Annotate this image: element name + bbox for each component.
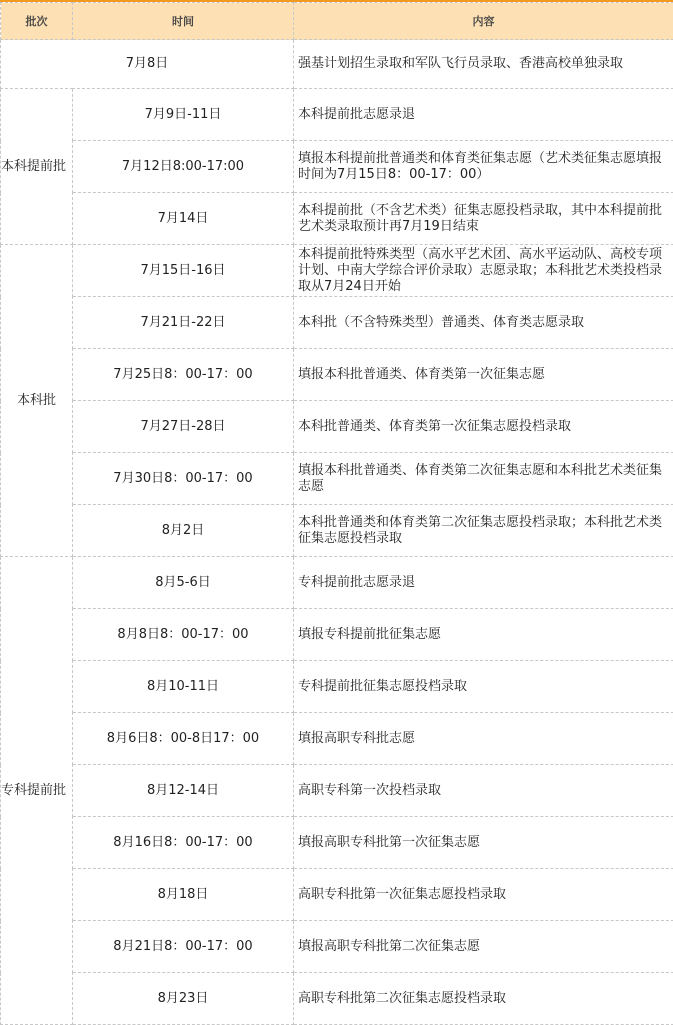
header-time: 时间 — [73, 3, 294, 40]
time-cell: 7月30日8：00-17：00 — [73, 453, 294, 505]
header-content: 内容 — [294, 3, 673, 40]
content-cell: 高职专科批第二次征集志愿投档录取 — [294, 973, 673, 1025]
content-cell: 高职专科批第一次征集志愿投档录取 — [294, 869, 673, 921]
time-cell: 8月12-14日 — [73, 765, 294, 817]
table-row — [1, 973, 673, 1025]
time-cell: 7月21日-22日 — [73, 297, 294, 349]
time-cell: 8月6日8：00-8日17：00 — [73, 713, 294, 765]
time-cell: 8月21日8：00-17：00 — [73, 921, 294, 973]
table-row — [1, 765, 673, 817]
table-row — [1, 505, 673, 557]
time-cell: 7月14日 — [73, 193, 294, 245]
content-cell: 本科提前批特殊类型（高水平艺术团、高水平运动队、高校专项计划、中南大学综合评价录取）志愿录取；本科批艺术类投档录取从7月24日开始 — [294, 245, 673, 297]
table-row — [1, 141, 673, 193]
table-row — [1, 921, 673, 973]
time-cell: 8月23日 — [73, 973, 294, 1025]
header-batch: 批次 — [1, 3, 73, 40]
table-row — [1, 817, 673, 869]
content-cell: 本科提前批（不含艺术类）征集志愿投档录取，其中本科提前批艺术类录取预计再7月19日结束 — [294, 193, 673, 245]
table-row — [1, 297, 673, 349]
header-row — [1, 3, 673, 40]
content-cell: 专科提前批志愿录退 — [294, 557, 673, 609]
time-cell: 7月9日-11日 — [73, 89, 294, 141]
table-row — [1, 193, 673, 245]
time-cell: 7月12日8:00-17:00 — [73, 141, 294, 193]
time-cell: 8月8日8：00-17：00 — [73, 609, 294, 661]
content-cell: 本科批（不含特殊类型）普通类、体育类志愿录取 — [294, 297, 673, 349]
content-cell: 填报高职专科批第二次征集志愿 — [294, 921, 673, 973]
table-row — [1, 661, 673, 713]
table-row — [1, 89, 673, 141]
batch-cell: 本科提前批 — [1, 89, 73, 245]
table-row — [1, 713, 673, 765]
time-cell: 8月2日 — [73, 505, 294, 557]
content-cell: 本科提前批志愿录退 — [294, 89, 673, 141]
content-cell: 高职专科第一次投档录取 — [294, 765, 673, 817]
admission-schedule-table — [0, 2, 673, 1025]
content-cell: 填报本科批普通类、体育类第一次征集志愿 — [294, 349, 673, 401]
table-row — [1, 869, 673, 921]
batch-cell: 专科提前批 — [1, 557, 73, 1025]
table-row — [1, 401, 673, 453]
time-cell: 8月5-6日 — [73, 557, 294, 609]
table-row — [1, 349, 673, 401]
content-cell: 强基计划招生录取和军队飞行员录取、香港高校单独录取 — [294, 40, 673, 89]
content-cell: 专科提前批征集志愿投档录取 — [294, 661, 673, 713]
time-cell: 7月15日-16日 — [73, 245, 294, 297]
time-cell: 7月27日-28日 — [73, 401, 294, 453]
time-cell: 8月10-11日 — [73, 661, 294, 713]
batch-cell: 本科批 — [1, 245, 73, 557]
time-cell: 7月8日 — [1, 40, 294, 89]
content-cell: 填报专科提前批征集志愿 — [294, 609, 673, 661]
content-cell: 填报本科提前批普通类和体育类征集志愿（艺术类征集志愿填报时间为7月15日8：00-17：00） — [294, 141, 673, 193]
content-cell: 本科批普通类和体育类第二次征集志愿投档录取；本科批艺术类征集志愿投档录取 — [294, 505, 673, 557]
time-cell: 8月16日8：00-17：00 — [73, 817, 294, 869]
content-cell: 填报高职专科批第一次征集志愿 — [294, 817, 673, 869]
table-row — [1, 245, 673, 297]
table-row — [1, 453, 673, 505]
time-cell: 8月18日 — [73, 869, 294, 921]
content-cell: 本科批普通类、体育类第一次征集志愿投档录取 — [294, 401, 673, 453]
table-row — [1, 609, 673, 661]
table-row — [1, 40, 673, 89]
time-cell: 7月25日8：00-17：00 — [73, 349, 294, 401]
content-cell: 填报高职专科批志愿 — [294, 713, 673, 765]
table-row — [1, 557, 673, 609]
content-cell: 填报本科批普通类、体育类第二次征集志愿和本科批艺术类征集志愿 — [294, 453, 673, 505]
